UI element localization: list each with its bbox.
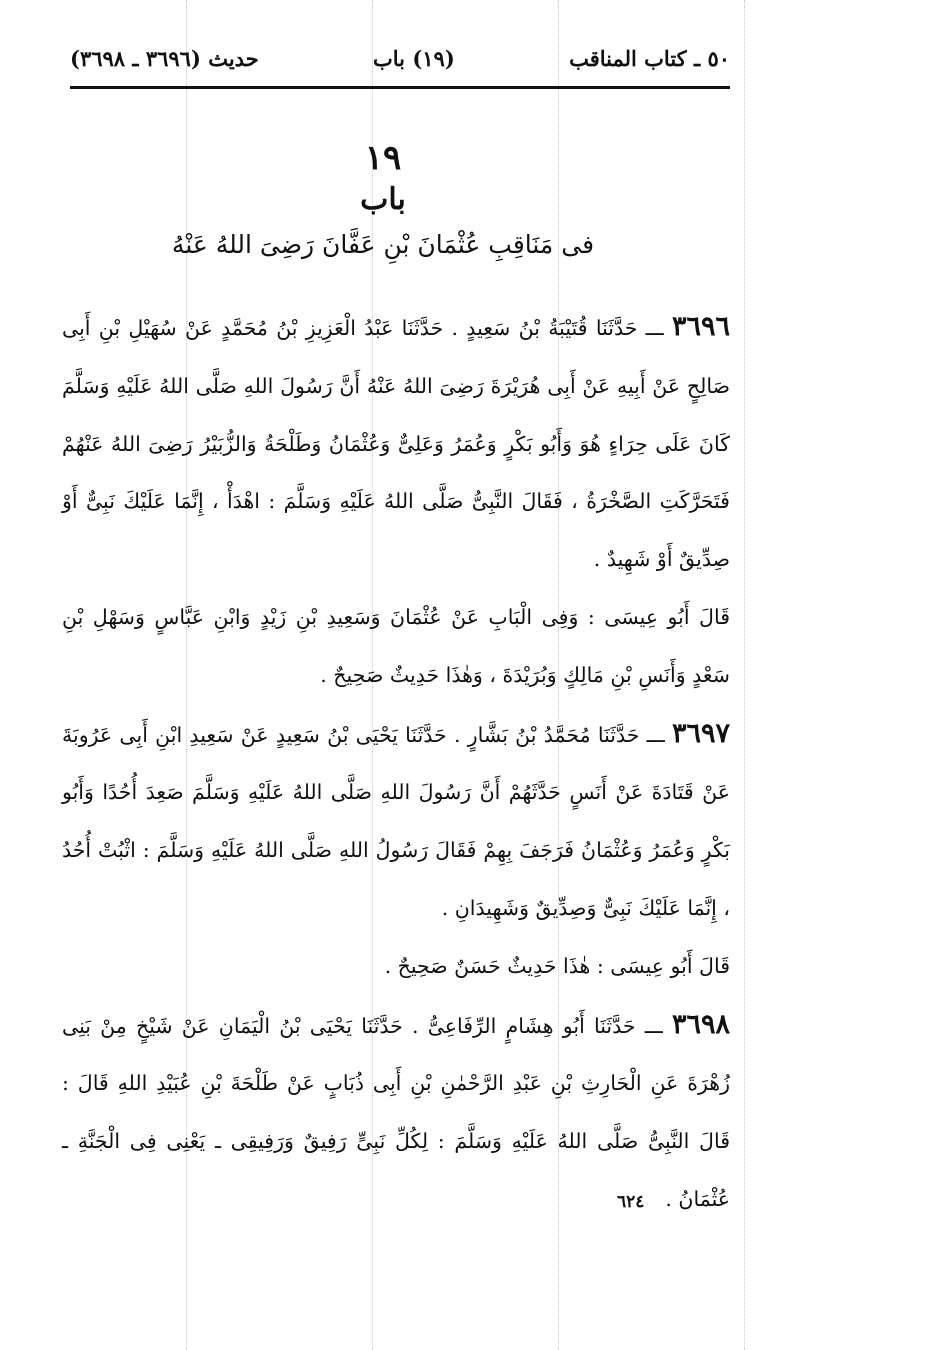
hadith-text: ـــ حَدَّثَنَا أَبُو هِشَامٍ الرِّفَاعِىُّ . حَدَّثَنَا يَحْيَى بْنُ الْيَمَانِ عَنْ شَيْخٍ مِنْ بَنِى زُهْرَةَ عَنِ الْحَارِثِ بْنِ عَبْدِ الرَّحْمٰنِ بْنِ أَبِى ذُبَابٍ عَنْ طَلْحَةَ بْنِ عُبَيْدِ اللهِ قَالَ : قَالَ النَّبِىُّ صَلَّى اللهُ عَلَيْهِ وَسَلَّمَ : لِكُلِّ نَبِىٍّ رَفِيقٌ وَرَفِيقِى ـ يَعْنِى فِى الْجَنَّةِ ـ عُثْمَانُ . xyxy=(62,1013,730,1211)
chapter-heading: باب xyxy=(360,182,406,217)
hadith-3697 xyxy=(62,705,730,938)
hadith-number: ٣٦٩٧ xyxy=(671,717,730,749)
header-rule xyxy=(70,86,730,89)
hadith-number: ٣٦٩٨ xyxy=(671,1008,730,1040)
commentary-3697: قَالَ أَبُو عِيسَى : هٰذَا حَدِيثٌ حَسَنٌ صَحِيحٌ . xyxy=(384,953,730,978)
hadith-number: ٣٦٩٦ xyxy=(671,311,730,342)
header-book-title: ٥٠ ـ كتاب المناقب xyxy=(569,45,730,71)
chapter-title: فى مَنَاقِبِ عُثْمَانَ بْنِ عَفَّانَ رَضِىَ اللهُ عَنْهُ xyxy=(171,230,595,259)
hadith-text: ـــ حَدَّثَنَا مُحَمَّدُ بْنُ بَشَّارٍ . حَدَّثَنَا يَحْيَى بْنُ سَعِيدٍ عَنْ سَعِيدِ ابْنِ أَبِى عَرُوبَةَ عَنْ قَتَادَةَ عَنْ أَنَسٍ حَدَّثَهُمْ أَنَّ رَسُولَ اللهِ صَلَّى اللهُ عَلَيْهِ وَسَلَّمَ صَعِدَ أُحُدًا وَأَبُو بَكْرٍ وَعُمَرُ وَعُثْمَانُ فَرَجَفَ بِهِمْ فَقَالَ رَسُولُ اللهِ صَلَّى اللهُ عَلَيْهِ وَسَلَّمَ : اثْبُتْ أُحُدُ ، إِنَّمَا عَلَيْكَ نَبِىٌّ وَصِدِّيقٌ وَشَهِيدَانِ . xyxy=(62,722,730,920)
header-hadith-range: حديث (٣٦٩٦ ـ ٣٦٩٨) xyxy=(70,45,259,71)
hadith-text: ـــ حَدَّثَنَا قُتَيْبَةُ بْنُ سَعِيدٍ . حَدَّثَنَا عَبْدُ الْعَزِيزِ بْنُ مُحَمَّدٍ عَنْ سُهَيْلِ بْنِ أَبِى صَالِحٍ عَنْ أَبِيهِ عَنْ أَبِى هُرَيْرَةَ رَضِىَ اللهُ عَنْهُ أَنَّ رَسُولَ اللهِ صَلَّى اللهُ عَلَيْهِ وَسَلَّمَ كَانَ عَلَى حِرَاءٍ هُوَ وَأَبُو بَكْرٍ وَعُمَرُ وَعَلِىٌّ وَعُثْمَانُ وَطَلْحَةُ وَالزُّبَيْرُ رَضِىَ اللهُ عَنْهُمْ فَتَحَرَّكَتِ الصَّخْرَةُ ، فَقَالَ النَّبِىُّ صَلَّى اللهُ عَلَيْهِ وَسَلَّمَ : اهْدَأْ ، إِنَّمَا عَلَيْكَ نَبِىٌّ أَوْ صِدِّيقٌ أَوْ شَهِيدٌ . xyxy=(62,316,730,572)
header-chapter: (١٩) باب xyxy=(373,45,455,71)
commentary-3696: قَالَ أَبُو عِيسَى : وَفِى الْبَابِ عَنْ عُثْمَانَ وَسَعِيدِ بْنِ زَيْدٍ وَابْنِ عَبَّاسٍ وَسَهْلِ بْنِ سَعْدٍ وَأَنَسِ بْنِ مَالِكٍ وَبُرَيْدَةَ ، وَهٰذَا حَدِيثٌ صَحِيحٌ . xyxy=(62,604,730,687)
hadith-3696 xyxy=(62,298,730,589)
running-header xyxy=(70,36,730,80)
main-text xyxy=(62,298,730,1229)
page-number: ٦٢٤ xyxy=(617,1192,645,1212)
chapter-number: ١٩ xyxy=(364,138,402,178)
